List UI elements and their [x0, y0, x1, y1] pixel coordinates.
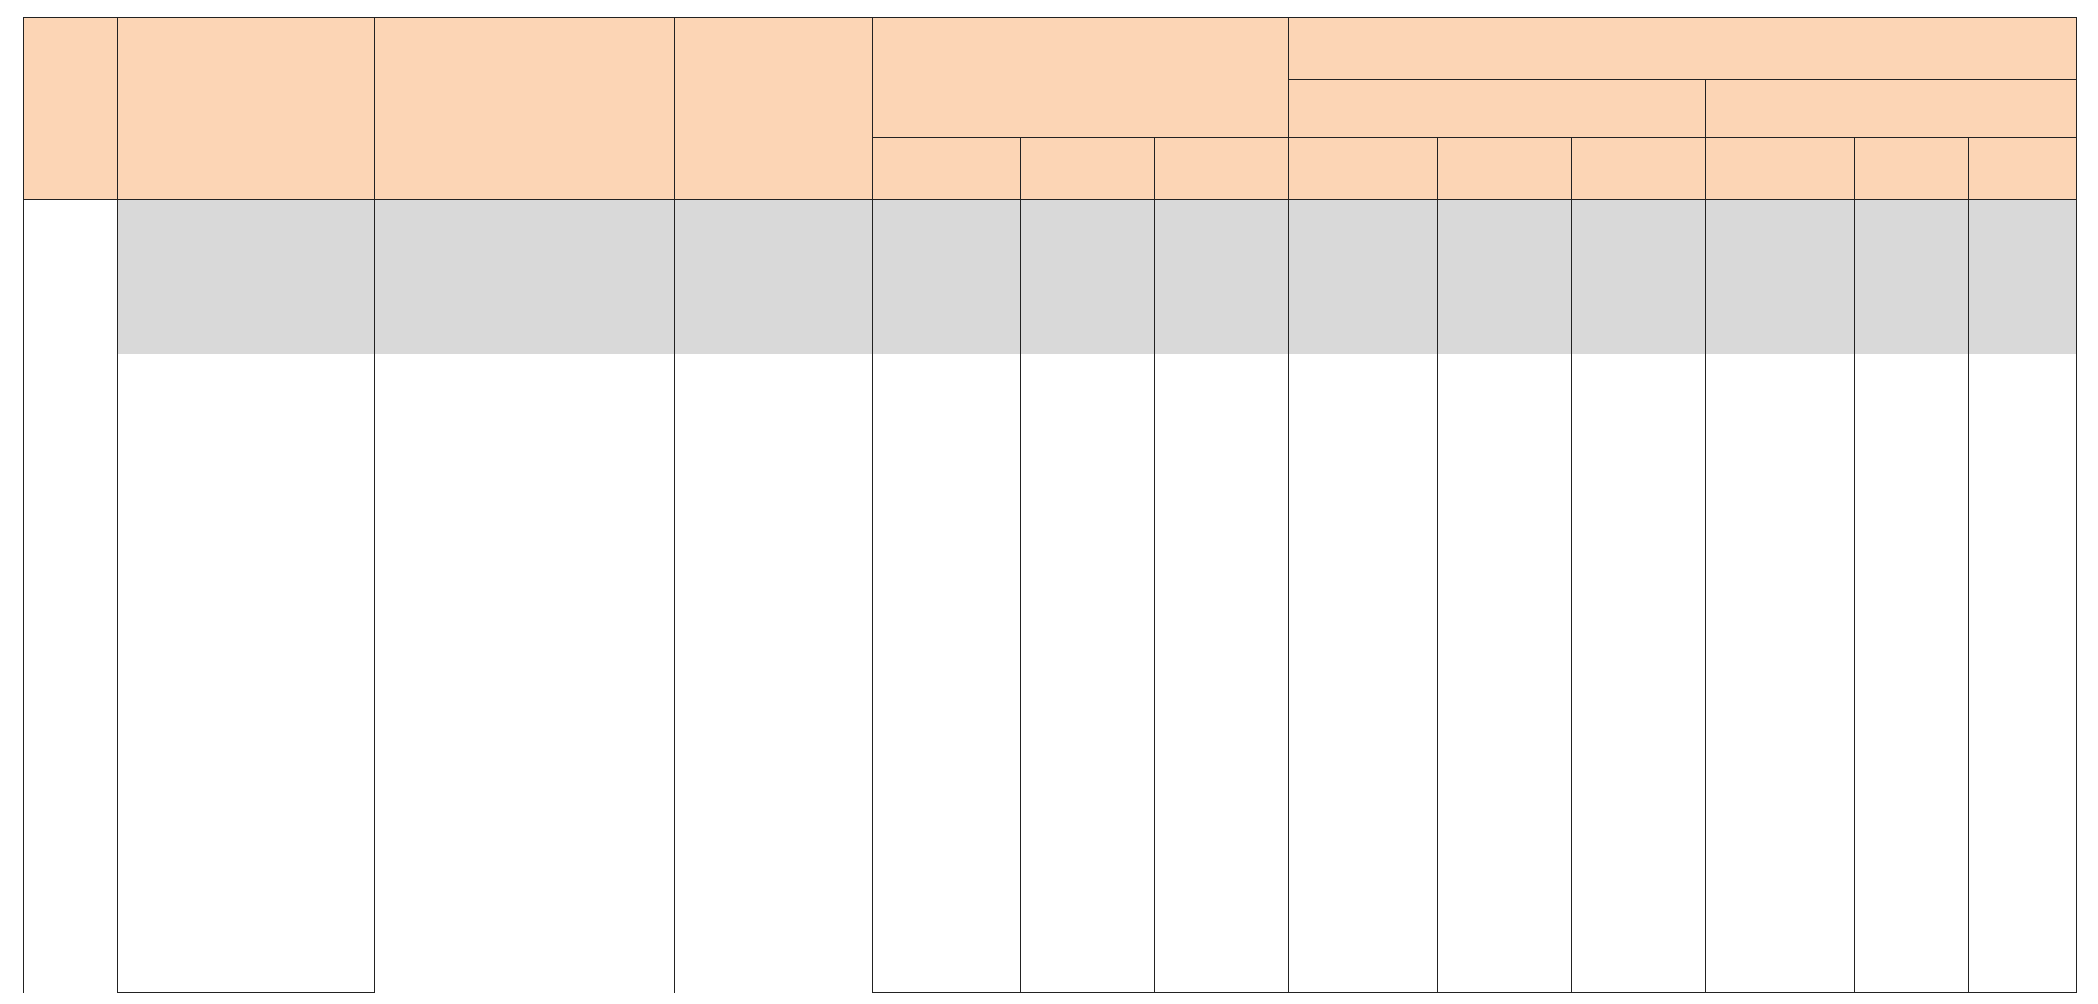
value-cell: [1969, 412, 2077, 470]
value-cell: [1855, 702, 1969, 760]
test-item-label: [118, 470, 375, 528]
header-pass-cumulative: [1572, 138, 1706, 200]
value-cell: [1855, 528, 1969, 586]
value-cell: [1289, 760, 1438, 818]
value-cell: [873, 818, 1021, 876]
value-cell: [1021, 354, 1155, 412]
table-row: [24, 644, 2077, 702]
value-cell: [1706, 528, 1855, 586]
value-cell: [1855, 934, 1969, 993]
value-cell: [873, 702, 1021, 760]
test-item-label: [118, 586, 375, 644]
value-cell: [1969, 354, 2077, 412]
header-fail-previous: [1706, 138, 1855, 200]
value-cell: [1969, 934, 2077, 993]
value-cell: [1706, 818, 1855, 876]
header-results-group: [1289, 18, 2077, 80]
value-cell: [1572, 354, 1706, 412]
value-cell: [873, 586, 1021, 644]
band-cell: [1155, 200, 1289, 355]
value-cell: [1438, 528, 1572, 586]
band-cell: [873, 200, 1021, 355]
value-cell: [1155, 934, 1289, 993]
table-row: [24, 702, 2077, 760]
test-item-label: [118, 702, 375, 760]
value-cell: [1572, 934, 1706, 993]
header-samples-cumulative: [1155, 138, 1289, 200]
test-item-label: [118, 644, 375, 702]
test-item-label: [118, 412, 375, 470]
header-samples-current: [1021, 138, 1155, 200]
value-cell: [1021, 644, 1155, 702]
header-planned-samples: [675, 18, 873, 200]
value-cell: [1572, 876, 1706, 934]
value-cell: [1706, 760, 1855, 818]
value-cell: [873, 412, 1021, 470]
value-cell: [1289, 934, 1438, 993]
header-pass-current: [1438, 138, 1572, 200]
value-cell: [1289, 470, 1438, 528]
table-row: [24, 818, 2077, 876]
value-cell: [873, 528, 1021, 586]
value-cell: [1289, 586, 1438, 644]
value-cell: [1438, 934, 1572, 993]
section-row: [24, 200, 2077, 355]
value-cell: [1155, 528, 1289, 586]
value-cell: [873, 644, 1021, 702]
value-cell: [1021, 760, 1155, 818]
value-cell: [873, 470, 1021, 528]
value-cell: [1572, 528, 1706, 586]
test-results-table: [23, 17, 2077, 993]
header-fail-cumulative: [1969, 138, 2077, 200]
value-cell: [1021, 934, 1155, 993]
value-cell: [1969, 876, 2077, 934]
test-item-label: [118, 528, 375, 586]
value-cell: [1855, 818, 1969, 876]
value-cell: [1969, 528, 2077, 586]
value-cell: [1438, 354, 1572, 412]
value-cell: [1155, 702, 1289, 760]
sampling-standard-value: [375, 354, 675, 993]
value-cell: [873, 876, 1021, 934]
value-cell: [1969, 760, 2077, 818]
value-cell: [1438, 702, 1572, 760]
value-cell: [1706, 876, 1855, 934]
value-cell: [1289, 702, 1438, 760]
value-cell: [1572, 644, 1706, 702]
section-title: [118, 200, 375, 355]
value-cell: [873, 934, 1021, 993]
value-cell: [1438, 470, 1572, 528]
value-cell: [1021, 528, 1155, 586]
value-cell: [1572, 702, 1706, 760]
test-item-label: [118, 354, 375, 412]
value-cell: [1438, 876, 1572, 934]
header-test-item: [118, 18, 375, 200]
header-samples-previous: [873, 138, 1021, 200]
value-cell: [1855, 354, 1969, 412]
value-cell: [1572, 818, 1706, 876]
value-cell: [1706, 412, 1855, 470]
value-cell: [1969, 818, 2077, 876]
value-cell: [1155, 586, 1289, 644]
value-cell: [1706, 644, 1855, 702]
value-cell: [1969, 586, 2077, 644]
value-cell: [1855, 470, 1969, 528]
test-item-label: [118, 818, 375, 876]
section-number: [24, 200, 118, 993]
value-cell: [1969, 470, 2077, 528]
table-body: [24, 200, 2077, 993]
header-pass-previous: [1289, 138, 1438, 200]
test-item-label: [118, 876, 375, 934]
value-cell: [1155, 818, 1289, 876]
band-cell: [1855, 200, 1969, 355]
value-cell: [1706, 586, 1855, 644]
value-cell: [1155, 470, 1289, 528]
value-cell: [1855, 876, 1969, 934]
value-cell: [1855, 412, 1969, 470]
value-cell: [1706, 354, 1855, 412]
value-cell: [1706, 934, 1855, 993]
table-row: [24, 528, 2077, 586]
value-cell: [1572, 760, 1706, 818]
value-cell: [1289, 818, 1438, 876]
value-cell: [1572, 586, 1706, 644]
table-row: [24, 876, 2077, 934]
band-cell: [1438, 200, 1572, 355]
value-cell: [1706, 702, 1855, 760]
table-row: [24, 760, 2077, 818]
header-fail-group: [1706, 80, 2077, 138]
value-cell: [1289, 354, 1438, 412]
value-cell: [1021, 702, 1155, 760]
value-cell: [1438, 818, 1572, 876]
value-cell: [1155, 354, 1289, 412]
value-cell: [1855, 586, 1969, 644]
band-cell: [1706, 200, 1855, 355]
value-cell: [1289, 528, 1438, 586]
band-cell: [375, 200, 675, 355]
value-cell: [1438, 760, 1572, 818]
value-cell: [1289, 412, 1438, 470]
test-item-label: [118, 934, 375, 993]
value-cell: [1155, 876, 1289, 934]
band-cell: [1289, 200, 1438, 355]
value-cell: [1289, 644, 1438, 702]
value-cell: [1572, 412, 1706, 470]
value-cell: [1969, 644, 2077, 702]
table-row: [24, 586, 2077, 644]
table-row: [24, 934, 2077, 993]
value-cell: [1155, 760, 1289, 818]
table-row: [24, 470, 2077, 528]
value-cell: [1438, 412, 1572, 470]
value-cell: [1021, 876, 1155, 934]
band-cell: [1572, 200, 1706, 355]
value-cell: [1021, 586, 1155, 644]
value-cell: [1438, 644, 1572, 702]
header-samples-group: [873, 18, 1289, 138]
value-cell: [1021, 412, 1155, 470]
value-cell: [1155, 644, 1289, 702]
value-cell: [1855, 644, 1969, 702]
header-pass-group: [1289, 80, 1706, 138]
band-cell: [675, 200, 873, 355]
value-cell: [1021, 470, 1155, 528]
table-row: [24, 354, 2077, 412]
value-cell: [1155, 412, 1289, 470]
table-row: [24, 412, 2077, 470]
value-cell: [1706, 470, 1855, 528]
value-cell: [1969, 702, 2077, 760]
header-order: [24, 18, 118, 200]
band-cell: [1021, 200, 1155, 355]
header-sampling-standard: [375, 18, 675, 200]
planned-samples-value: [675, 354, 873, 993]
value-cell: [1438, 586, 1572, 644]
value-cell: [1855, 760, 1969, 818]
value-cell: [873, 760, 1021, 818]
band-cell: [1969, 200, 2077, 355]
value-cell: [873, 354, 1021, 412]
test-item-label: [118, 760, 375, 818]
value-cell: [1289, 876, 1438, 934]
value-cell: [1572, 470, 1706, 528]
value-cell: [1021, 818, 1155, 876]
header-fail-current: [1855, 138, 1969, 200]
